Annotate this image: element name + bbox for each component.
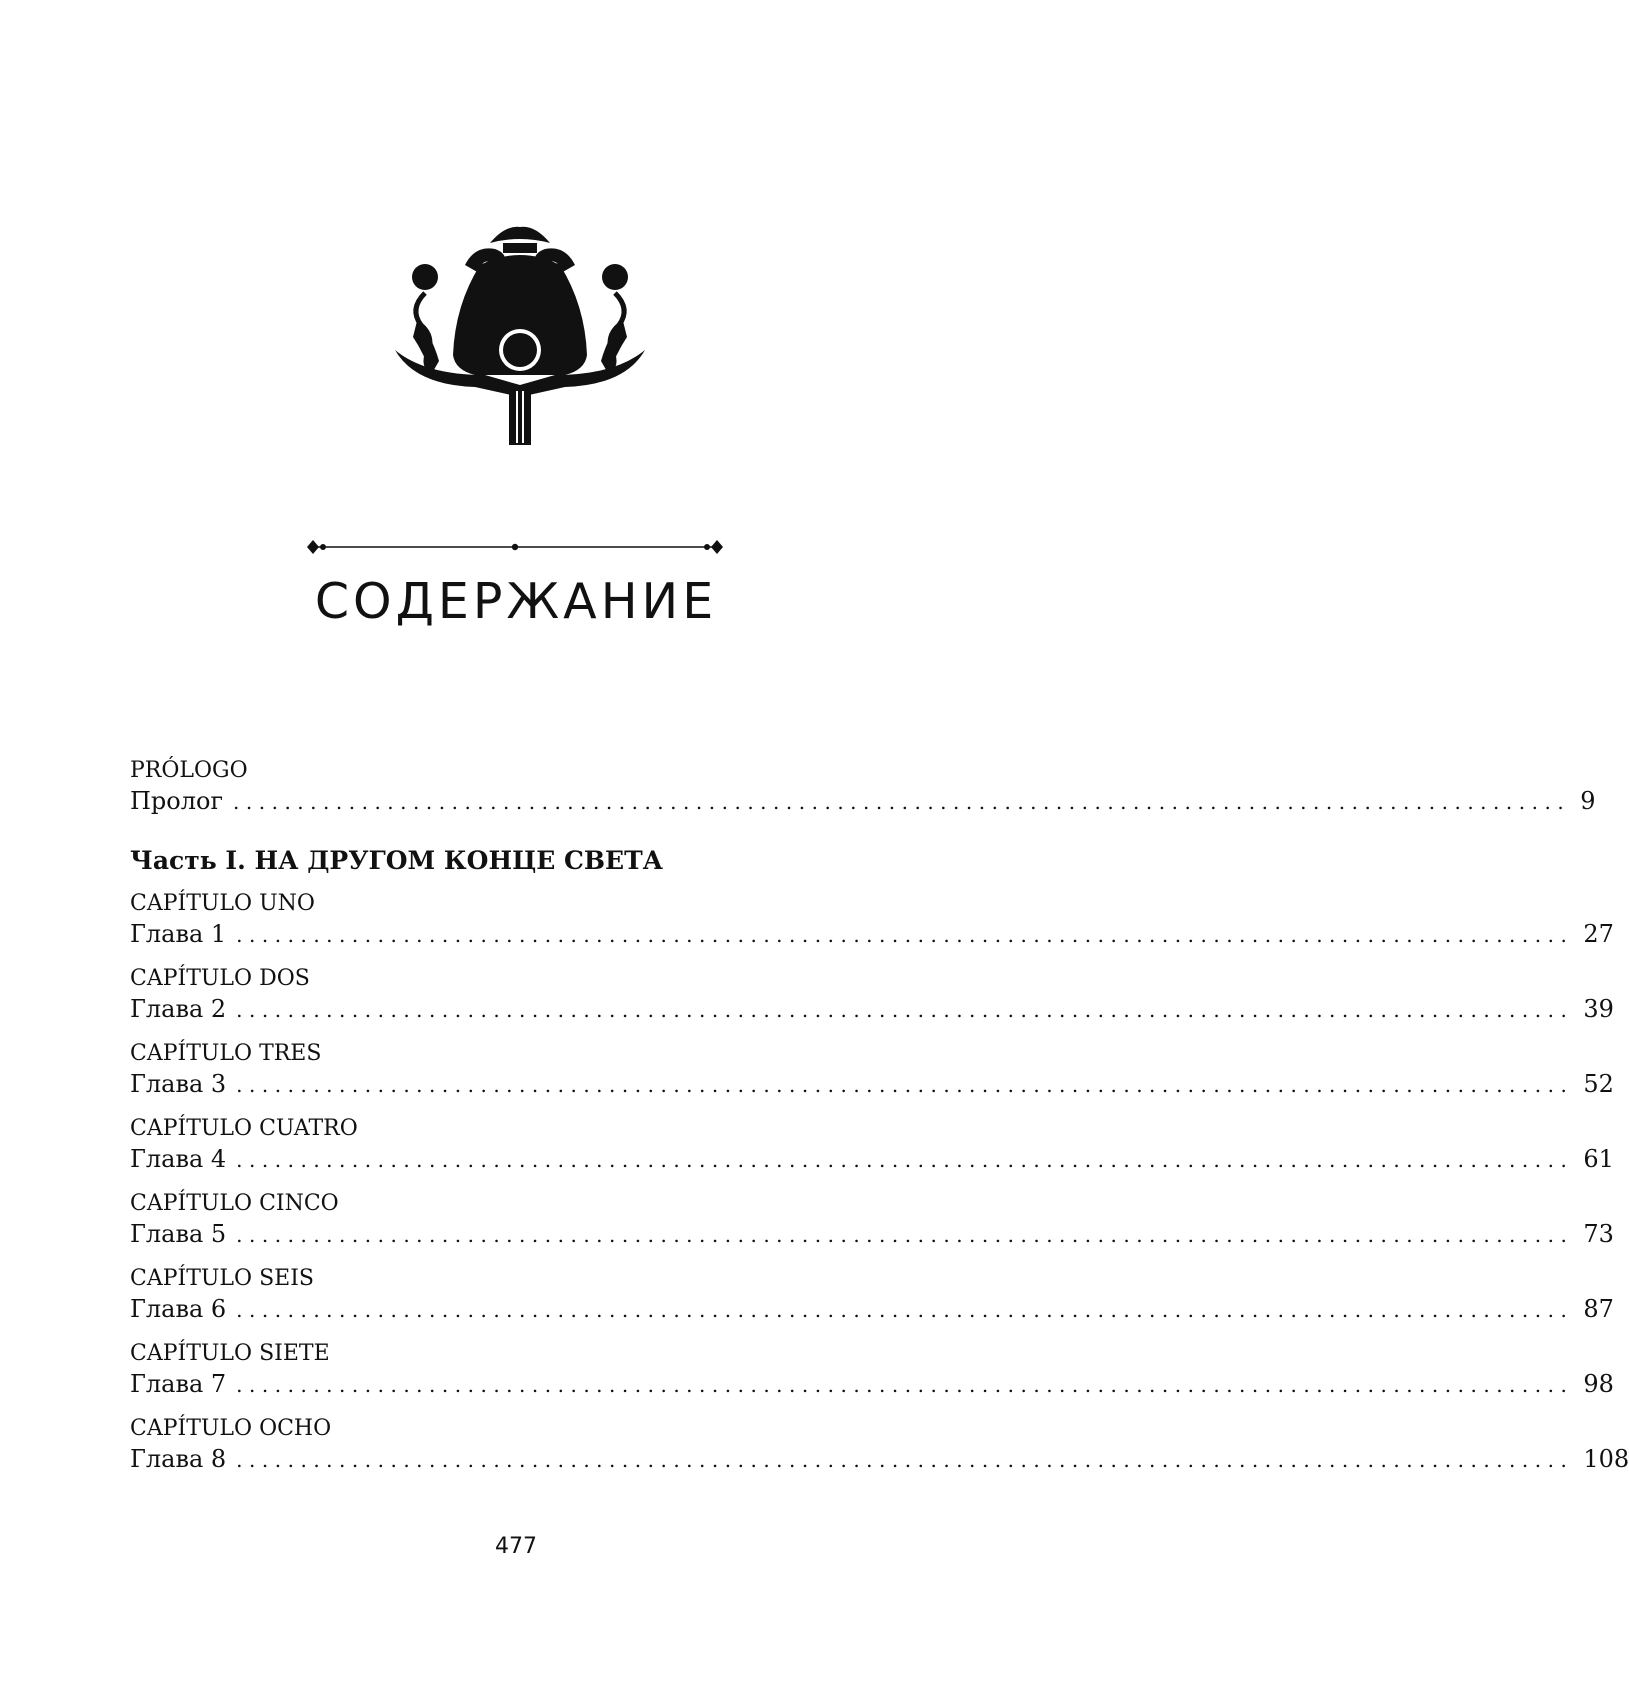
entry-line: [130, 1444, 1629, 1475]
entry-line: [130, 1069, 1614, 1100]
entry-overline: CAPÍTULO SIETE: [130, 1341, 330, 1366]
ornamental-rule-icon: [305, 535, 725, 559]
dot-leader: ........................................................................................................: [236, 1073, 1574, 1097]
dot-leader: ........................................................................................................: [236, 1448, 1574, 1472]
entry-page-number: 39: [1583, 995, 1614, 1023]
entry-line: [130, 1369, 1614, 1400]
page-number: 477: [495, 1534, 537, 1559]
dot-leader: ........................................................................................................: [236, 1373, 1574, 1397]
entry-overline: PRÓLOGO: [130, 758, 248, 783]
entry-page-number: 9: [1580, 787, 1596, 815]
table-of-contents: [130, 756, 1629, 1489]
entry-overline: CAPÍTULO CUATRO: [130, 1116, 358, 1141]
dot-leader: ........................................................................................................: [236, 1298, 1574, 1322]
toc-entry-chapter-5[interactable]: [130, 1189, 1614, 1250]
entry-overline: CAPÍTULO CINCO: [130, 1191, 339, 1216]
toc-entry-chapter-1[interactable]: [130, 889, 1614, 950]
entry-title: Глава 7: [130, 1370, 227, 1398]
entry-page-number: 52: [1583, 1070, 1614, 1098]
dot-leader: ........................................................................................................: [236, 1223, 1574, 1247]
entry-page-number: 27: [1583, 920, 1614, 948]
toc-entry-chapter-7[interactable]: [130, 1339, 1614, 1400]
entry-line: [130, 1144, 1614, 1175]
dot-leader: ........................................................................................................: [233, 790, 1571, 814]
entry-overline: CAPÍTULO UNO: [130, 891, 315, 916]
toc-entry-chapter-2[interactable]: [130, 964, 1614, 1025]
entry-page-number: 73: [1583, 1220, 1614, 1248]
toc-entry-prologue[interactable]: [130, 756, 1596, 817]
dot-leader: ........................................................................................................: [236, 923, 1574, 947]
entry-title: Глава 2: [130, 995, 227, 1023]
egyptian-crown-emblem-icon: [395, 225, 645, 445]
entry-line: [130, 994, 1614, 1025]
entry-title: Глава 8: [130, 1445, 227, 1473]
toc-entry-chapter-3[interactable]: [130, 1039, 1614, 1100]
entry-title: Пролог: [130, 787, 224, 815]
entry-overline: CAPÍTULO TRES: [130, 1041, 322, 1066]
entry-overline: CAPÍTULO DOS: [130, 966, 310, 991]
entry-page-number: 98: [1583, 1370, 1614, 1398]
entry-line: [130, 1219, 1614, 1250]
entry-page-number: 108: [1583, 1445, 1629, 1473]
entry-title: Глава 3: [130, 1070, 227, 1098]
dot-leader: ........................................................................................................: [236, 1148, 1574, 1172]
entry-page-number: 87: [1583, 1295, 1614, 1323]
entry-page-number: 61: [1583, 1145, 1614, 1173]
entry-line: [130, 786, 1596, 817]
entry-line: [130, 1294, 1614, 1325]
entry-overline: CAPÍTULO OCHO: [130, 1416, 332, 1441]
dot-leader: ........................................................................................................: [236, 998, 1574, 1022]
entry-line: [130, 919, 1614, 950]
page-title: СОДЕРЖАНИЕ: [314, 573, 718, 630]
entry-overline: CAPÍTULO SEIS: [130, 1266, 314, 1291]
entry-title: Глава 5: [130, 1220, 227, 1248]
entry-title: Глава 1: [130, 920, 227, 948]
toc-entry-chapter-8[interactable]: [130, 1414, 1629, 1475]
entry-title: Глава 6: [130, 1295, 227, 1323]
toc-entry-chapter-4[interactable]: [130, 1114, 1614, 1175]
toc-entry-chapter-6[interactable]: [130, 1264, 1614, 1325]
part-heading: Часть I. НА ДРУГОМ КОНЦЕ СВЕТА: [130, 846, 664, 875]
chapter-list: [130, 889, 1629, 1475]
entry-title: Глава 4: [130, 1145, 227, 1173]
